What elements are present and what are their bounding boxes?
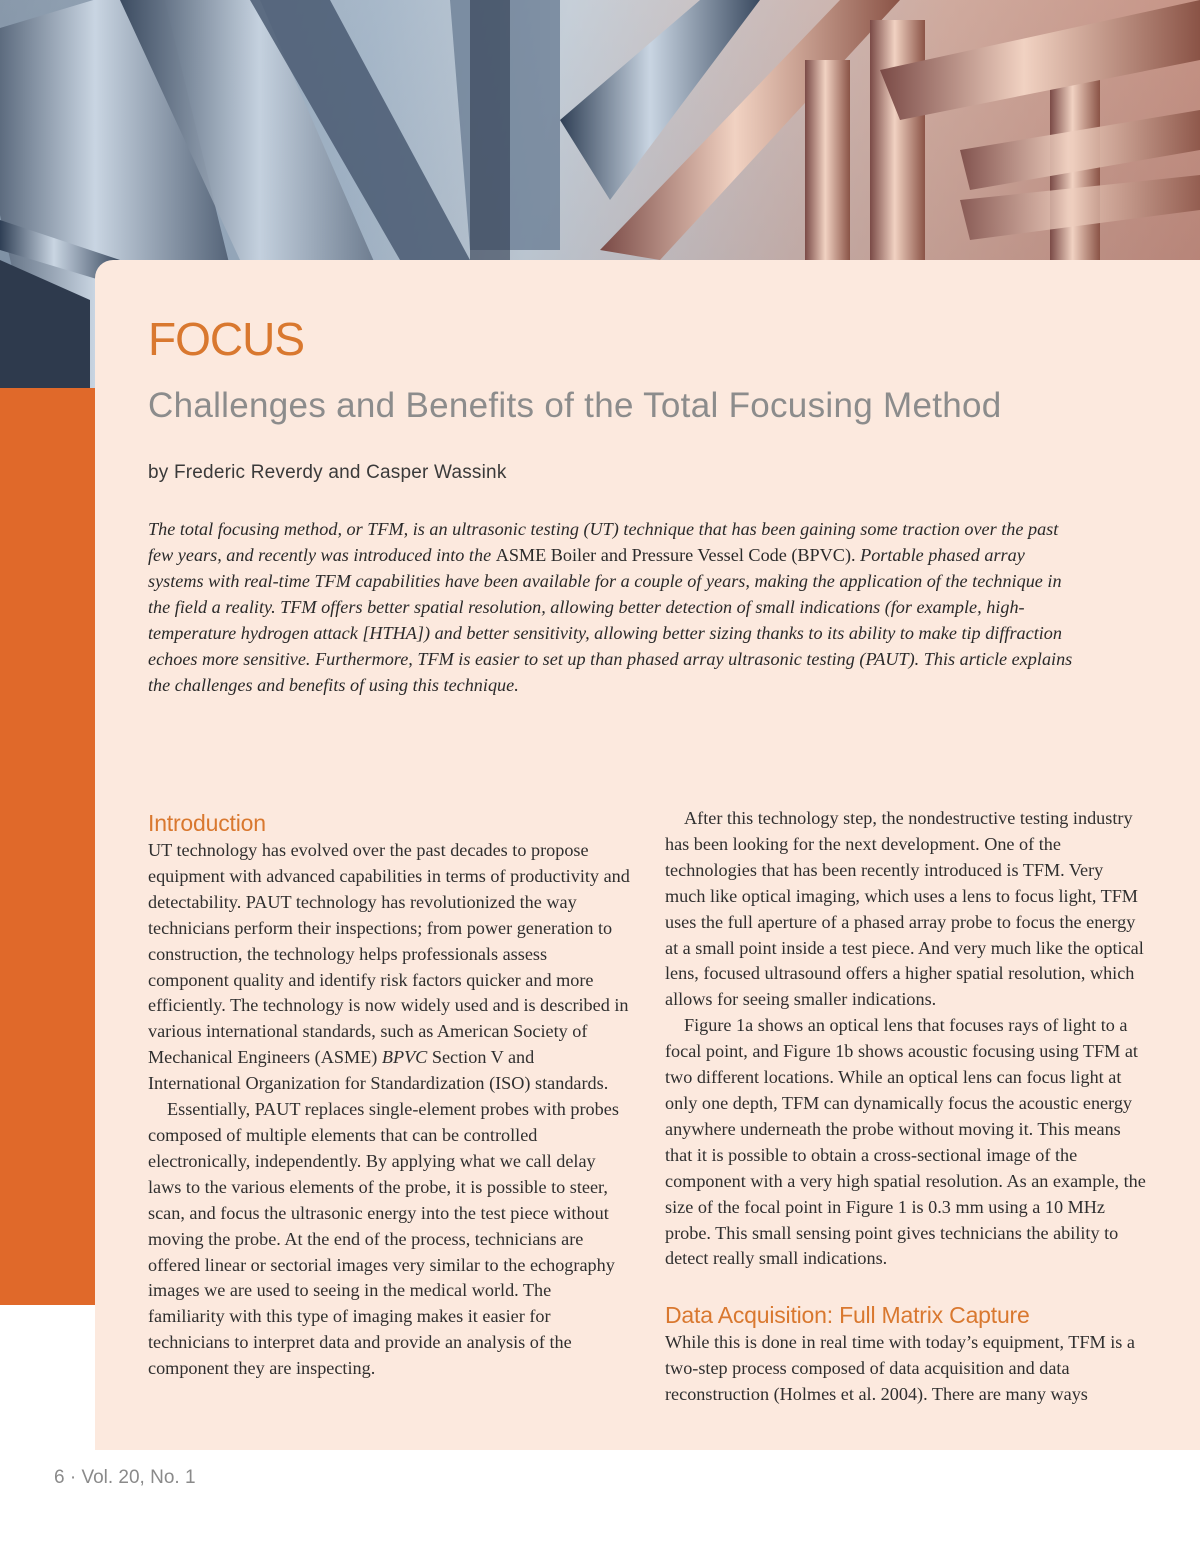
section-kicker: FOCUS: [148, 313, 304, 365]
intro-paragraph-2: Essentially, PAUT replaces single-element probes with probes composed of multiple elements that can be controlled electronically, independently. By applying what we call delay laws to the various elements of the probe, it is possible to steer, scan, and focus the ultrasonic energy into the test piece without moving the probe. At the end of the process, technicians are offered linear or sectorial images very similar to the echography images we are used to seeing in the medical world. The familiarity with this type of imaging makes it easier for technicians to interpret data and provide an analysis of the component they are inspecting.: [148, 1099, 619, 1379]
abstract-part-1: The total focusing method, or TFM, is an ultrasonic testing (UT) technique that has been gaining some traction over the past few years, and recently was introduced into the: [148, 519, 1059, 565]
left-column: [148, 806, 630, 1382]
byline: by Frederic Reverdy and Casper Wassink: [148, 462, 507, 483]
page-folio: 6 · Vol. 20, No. 1: [54, 1467, 196, 1488]
abstract: [148, 516, 1083, 698]
data-acquisition-heading: Data Acquisition: Full Matrix Capture: [665, 1302, 1030, 1329]
abstract-part-2: ASME Boiler and Pressure Vessel Code (BPVC).: [495, 545, 856, 565]
right-paragraph-1: After this technology step, the nondestructive testing industry has been looking for the next development. One of the technologies that has been recently introduced is TFM. Very much like optical imaging, which uses a lens to focus light, TFM uses the full aperture of a phased array probe to focus the energy at a small point inside a test piece. And very much like the optical lens, focused ultrasound offers a higher spatial resolution, which allows for seeing smaller indications.: [665, 808, 1144, 1010]
right-paragraph-3: While this is done in real time with today’s equipment, TFM is a two-step process composed of data acquisition and data reconstruction (Holmes et al. 2004). There are many ways: [665, 1332, 1135, 1405]
right-paragraph-2: Figure 1a shows an optical lens that focuses rays of light to a focal point, and Figure 1b shows acoustic focusing using TFM at two different locations. While an optical lens can focus light at only one depth, TFM can dynamically focus the acoustic energy anywhere underneath the probe without moving it. This means that it is possible to obtain a cross-sectional image of the component with a very high spatial resolution. As an example, the size of the focal point in Figure 1 is 0.3 mm using a 10 MHz probe. This small sensing point gives technicians the ability to detect really small indications.: [665, 1015, 1146, 1269]
intro-p1-text-c: Section V and International Organization for Standardization (ISO) standards.: [148, 1047, 609, 1094]
orange-side-bar: [0, 388, 95, 1305]
article-title: Challenges and Benefits of the Total Focusing Method: [148, 386, 1002, 425]
abstract-part-3: Portable phased array systems with real-time TFM capabilities have been available for a couple of years, making the application of the technique in the field a reality. TFM offers better spatial resolution, allowing better detection of small indications (for example, high-temperature hydrogen attack [HTHA]) and better sensitivity, allowing better sizing thanks to its ability to make tip diffraction echoes more sensitive. Furthermore, TFM is easier to set up than phased array ultrasonic testing (PAUT). This article explains the challenges and benefits of using this technique.: [148, 545, 1073, 695]
right-column: [665, 806, 1147, 1408]
intro-paragraph-1: [148, 838, 630, 1097]
intro-p1-text-a: UT technology has evolved over the past decades to propose equipment with advanced capabilities in terms of productivity and detectability. PAUT technology has revolutionized the way technicians perform their inspections; from power generation to construction, the technology helps professionals assess component quality and identify risk factors quicker and more efficiently. The technology is now widely used and is described in various international standards, such as American Society of Mechanical Engineers (ASME): [148, 840, 630, 1068]
introduction-heading: Introduction: [148, 810, 266, 836]
intro-p1-text-b: BPVC: [381, 1047, 428, 1068]
